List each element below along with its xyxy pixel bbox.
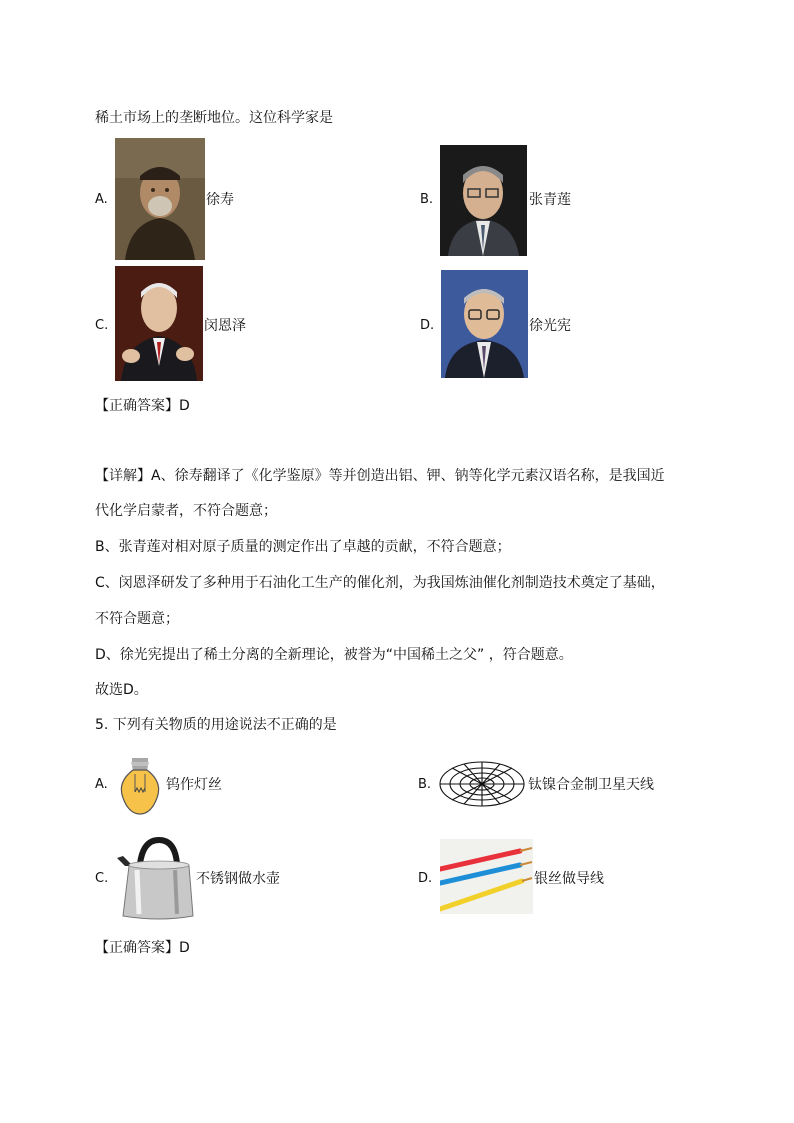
q5-option-a-text: 钨作灯丝 [166,777,222,793]
option-b-text: 张青莲 [529,192,571,208]
explanation-line: 不符合题意； [95,611,179,627]
explanation-line: 【详解】A、徐寿翻译了《化学鉴原》等并创造出铝、钾、钠等化学元素汉语名称，是我国近 [95,468,665,484]
option-c-text: 闵恩泽 [204,318,246,334]
correct-answer: 【正确答案】D [95,398,190,414]
option-c-letter: C. [95,318,109,333]
lightbulb-icon [115,748,165,818]
question-stem: 5. 下列有关物质的用途说法不正确的是 [95,717,337,733]
option-b-letter: B. [420,192,434,207]
q5-option-b-text: 钛镍合金制卫星天线 [528,777,654,793]
q5-option-b-letter: B. [418,777,432,792]
question-stem: 稀土市场上的垄断地位。这位科学家是 [95,110,333,126]
correct-answer: 【正确答案】D [95,940,190,956]
portrait-xu-shou [115,138,205,260]
explanation-line: C、闵恩泽研发了多种用于石油化工生产的催化剂，为我国炼油催化剂制造技术奠定了基础， [95,575,665,591]
q5-option-d-letter: D. [418,871,433,886]
satellite-dish-icon [438,755,526,813]
kettle-icon [115,836,195,921]
explanation-line: 代化学启蒙者，不符合题意； [95,503,277,519]
q5-option-d-text: 银丝做导线 [534,871,604,887]
option-d-text: 徐光宪 [529,318,571,334]
q5-option-a-letter: A. [95,777,108,792]
portrait-min-enze [115,266,203,381]
explanation-line: 故选D。 [95,682,148,698]
wires-icon [440,839,533,914]
explanation-line: B、张青莲对相对原子质量的测定作出了卓越的贡献，不符合题意； [95,539,511,555]
q5-option-c-letter: C. [95,871,109,886]
q5-option-c-text: 不锈钢做水壶 [196,871,280,887]
portrait-zhang-qinglian [440,145,527,256]
portrait-xu-guangxian [441,270,528,378]
option-a-letter: A. [95,192,108,207]
option-d-letter: D. [420,318,435,333]
explanation-line: D、徐光宪提出了稀土分离的全新理论，被誉为“中国稀土之父” ，符合题意。 [95,647,573,663]
option-a-text: 徐寿 [206,192,234,208]
